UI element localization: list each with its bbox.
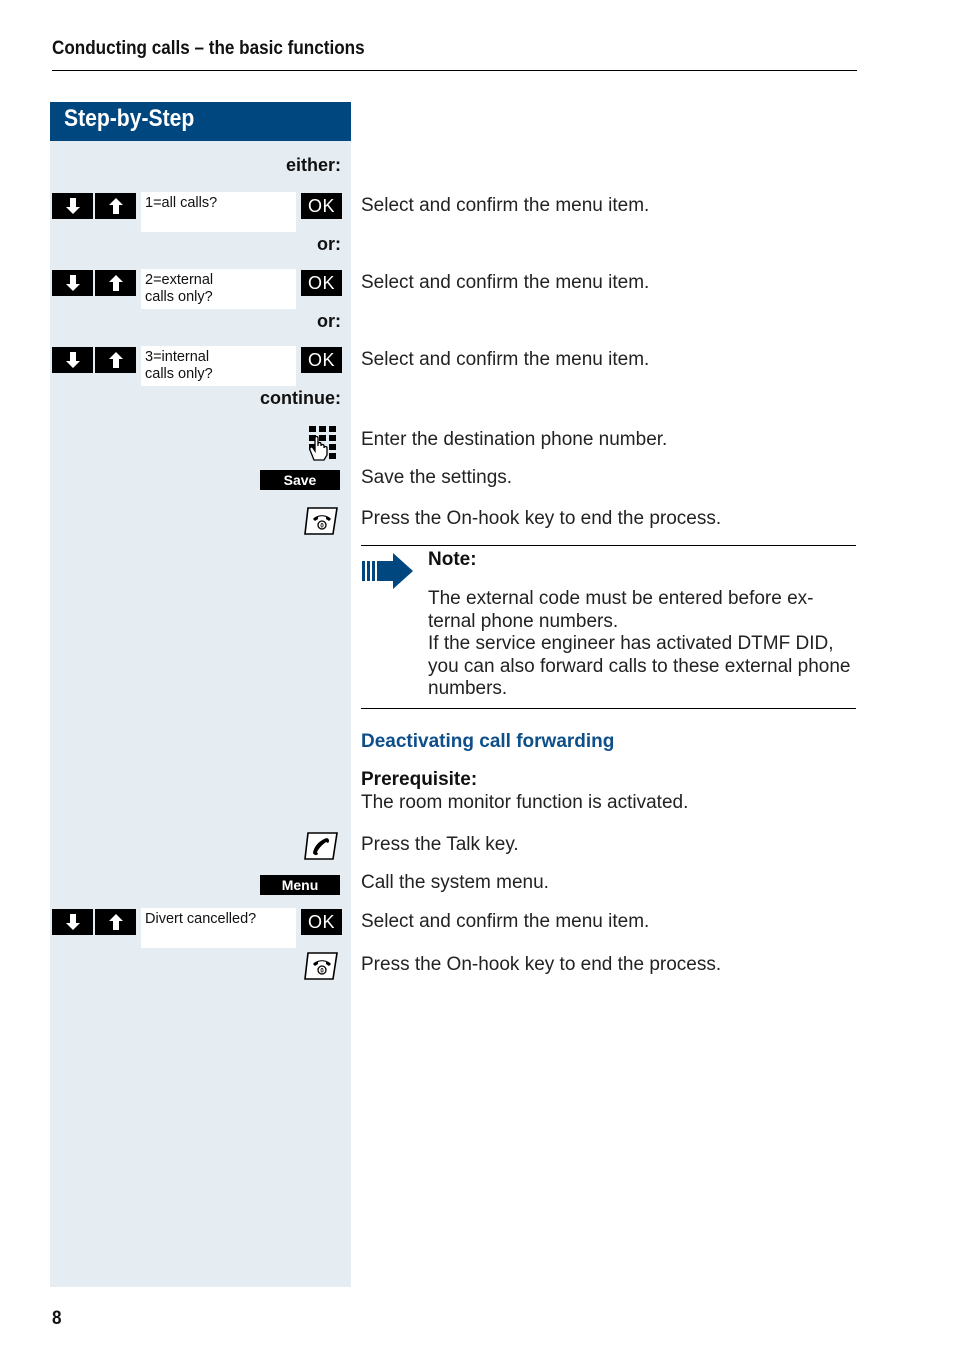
svg-text:0: 0 [320, 968, 324, 975]
condition-or: or: [317, 234, 341, 254]
on-hook-key-icon[interactable] [302, 950, 340, 982]
talk-key-icon[interactable] [302, 830, 340, 862]
svg-text:0: 0 [320, 523, 324, 530]
display-menu-item: 1=all calls? [141, 192, 296, 232]
arrow-up-icon[interactable] [95, 193, 136, 219]
note-paragraph: The external code must be entered before ex-ternal phone numbers. [428, 588, 814, 632]
arrow-down-icon[interactable] [52, 347, 93, 373]
header-divider [52, 70, 857, 71]
arrow-up-icon[interactable] [95, 270, 136, 296]
section-heading: Deactivating call forwarding [361, 731, 615, 752]
condition-either: either: [285, 155, 341, 175]
note-top-rule [361, 545, 856, 546]
step-text: Select and confirm the menu item. [361, 349, 650, 370]
step-text: Call the system menu. [361, 872, 549, 893]
display-menu-item: 3=internal calls only? [141, 346, 296, 386]
note-body [428, 588, 858, 701]
nav-arrows[interactable] [52, 347, 136, 373]
ok-button[interactable]: OK [301, 193, 342, 219]
step-text: Select and confirm the menu item. [361, 195, 650, 216]
ok-button[interactable]: OK [301, 347, 342, 373]
arrow-down-icon[interactable] [52, 193, 93, 219]
step-text: Press the On-hook key to end the process. [361, 508, 722, 529]
condition-or: or: [317, 311, 341, 331]
note-heading: Note: [428, 549, 477, 570]
nav-arrows[interactable] [52, 909, 136, 935]
display-menu-item: Divert cancelled? [141, 908, 296, 948]
keypad-icon[interactable] [306, 424, 342, 462]
display-menu-item: 2=external calls only? [141, 269, 296, 309]
on-hook-key-icon[interactable] [302, 505, 340, 537]
arrow-up-icon[interactable] [95, 347, 136, 373]
step-text: Press the Talk key. [361, 834, 519, 855]
ok-button[interactable]: OK [301, 270, 342, 296]
condition-continue: continue: [260, 388, 341, 408]
note-arrow-icon [361, 552, 415, 590]
prerequisite-text: The room monitor function is activated. [361, 792, 689, 813]
arrow-down-icon[interactable] [52, 909, 93, 935]
note-bottom-rule [361, 708, 856, 709]
note-paragraph: If the service engineer has activated DTMF DID, you can also forward calls to these external phone numbers. [428, 633, 851, 699]
ok-button[interactable]: OK [301, 909, 342, 935]
menu-softkey[interactable]: Menu [260, 875, 340, 895]
page-header-title: Conducting calls – the basic functions [52, 38, 365, 59]
step-text: Save the settings. [361, 467, 513, 488]
step-text: Press the On-hook key to end the process. [361, 954, 722, 975]
step-text: Select and confirm the menu item. [361, 272, 650, 293]
nav-arrows[interactable] [52, 270, 136, 296]
sidebar-title: Step-by-Step [64, 105, 195, 132]
save-softkey[interactable]: Save [260, 470, 340, 490]
page-number: 8 [52, 1308, 62, 1329]
step-text: Select and confirm the menu item. [361, 911, 650, 932]
nav-arrows[interactable] [52, 193, 136, 219]
arrow-down-icon[interactable] [52, 270, 93, 296]
prerequisite-label: Prerequisite: [361, 769, 478, 790]
step-text: Enter the destination phone number. [361, 429, 668, 450]
arrow-up-icon[interactable] [95, 909, 136, 935]
